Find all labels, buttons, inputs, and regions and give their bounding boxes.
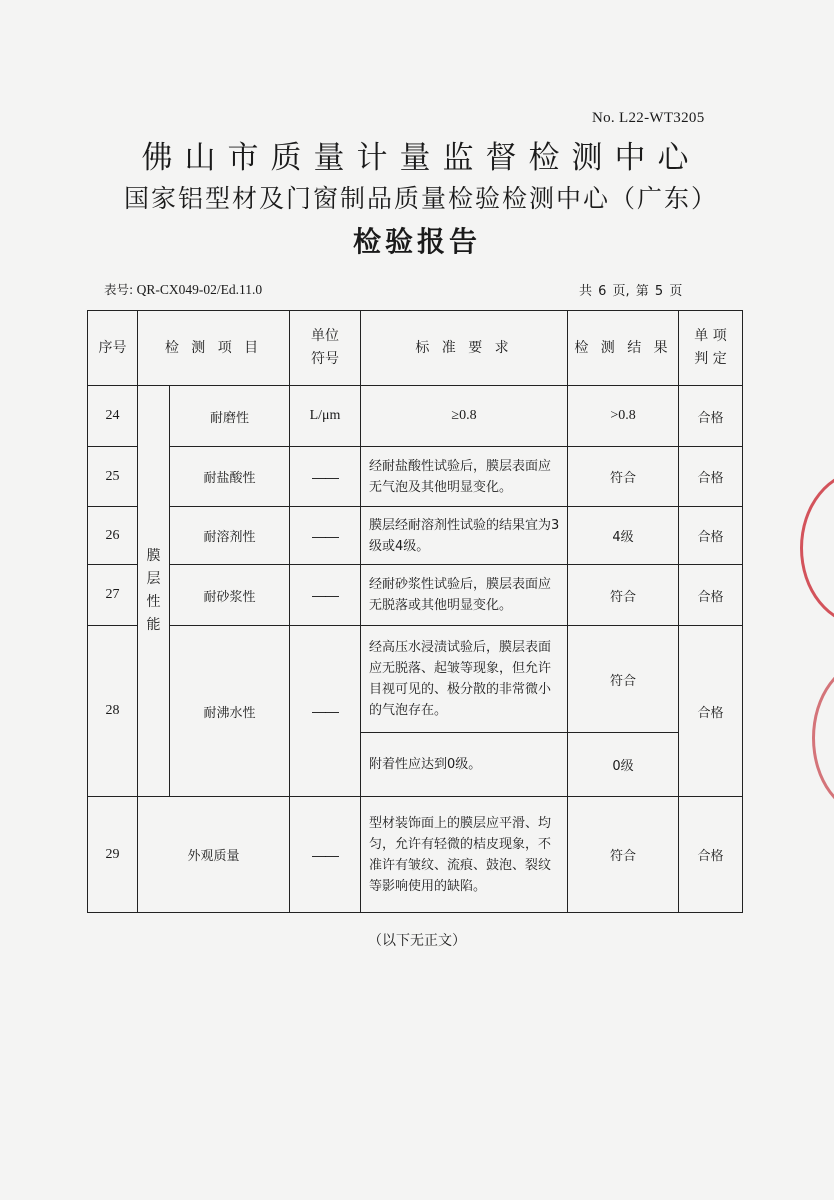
header-standard: 标 准 要 求 [361,311,568,386]
header-unit-line1: 单位 [311,328,340,344]
table-row [88,797,743,913]
row-standard-secondary: 附着性应达到0级。 [361,733,568,797]
header-unit [290,311,361,386]
document-title: 检验报告 [352,225,481,258]
row-item: 耐砂浆性 [170,565,290,626]
row-standard: 型材装饰面上的膜层应平滑、均匀，允许有轻微的桔皮现象，不准许有皱纹、流痕、鼓泡、裂纹等影响使用的缺陷。 [361,797,568,913]
form-number [104,280,262,298]
row-result: 4级 [568,507,679,565]
row-result: 符合 [568,797,679,913]
header-unit-line2: 符号 [311,351,340,367]
row-item: 耐沸水性 [170,626,290,797]
row-item: 外观质量 [138,797,290,913]
row-result: 符合 [568,626,679,733]
row-seq: 29 [88,797,138,913]
row-unit: —— [290,507,361,565]
table-row [88,386,743,447]
row-standard: 膜层经耐溶剂性试验的结果宜为3级或4级。 [361,507,568,565]
row-seq: 27 [88,565,138,626]
row-seq: 25 [88,447,138,507]
row-standard: 经耐砂浆性试验后，膜层表面应无脱落或其他明显变化。 [361,565,568,626]
group-label-char: 膜 [146,548,161,564]
inspection-table [87,310,743,913]
row-result-secondary: 0级 [568,733,679,797]
row-verdict: 合格 [679,565,743,626]
row-result: >0.8 [568,386,679,447]
row-verdict: 合格 [679,447,743,507]
table-header-row [88,311,743,386]
header-seq: 序号 [88,311,138,386]
row-seq: 28 [88,626,138,797]
row-unit: —— [290,565,361,626]
table-row [88,447,743,507]
row-unit: —— [290,797,361,913]
organization-subtitle: 国家铝型材及门窗制品质量检验检测中心（广东） [123,184,718,213]
row-unit: L/μm [290,386,361,447]
table-row [88,565,743,626]
row-unit: —— [290,626,361,797]
header-result: 检 测 结 果 [568,311,679,386]
row-verdict: 合格 [679,507,743,565]
row-seq: 24 [88,386,138,447]
header-verdict-line1: 单 项 [694,328,727,344]
official-seal [812,660,834,816]
form-number-value: QR-CX049-02/Ed.11.0 [136,282,263,297]
organization-name: 佛山市质量计量监督检测中心 [141,140,701,176]
row-result: 符合 [568,447,679,507]
group-label-char: 层 [146,571,161,587]
page-count: 共 6 页, 第 5 页 [579,284,683,299]
official-seal [800,470,834,626]
row-seq: 26 [88,507,138,565]
row-item: 耐盐酸性 [170,447,290,507]
table-row [88,626,743,733]
row-verdict: 合格 [679,797,743,913]
row-unit: —— [290,447,361,507]
row-standard: 经耐盐酸性试验后，膜层表面应无气泡及其他明显变化。 [361,447,568,507]
row-verdict: 合格 [679,626,743,797]
row-standard: 经高压水浸渍试验后，膜层表面应无脱落、起皱等现象，但允许目视可见的、极分散的非常微小的气泡存在。 [361,626,568,733]
report-number: No. L22-WT3205 [592,110,705,126]
header-item: 检 测 项 目 [138,311,290,386]
row-item: 耐溶剂性 [170,507,290,565]
group-label-film-performance [138,386,170,797]
group-label-char: 性 [146,594,161,610]
row-item: 耐磨性 [170,386,290,447]
form-number-label: 表号: [104,282,134,297]
group-label-char: 能 [146,617,161,633]
row-result: 符合 [568,565,679,626]
row-verdict: 合格 [679,386,743,447]
row-standard: ≥0.8 [361,386,568,447]
header-verdict [679,311,743,386]
end-of-content-note: （以下无正文） [368,933,466,949]
table-row [88,507,743,565]
header-verdict-line2: 判 定 [694,351,727,367]
